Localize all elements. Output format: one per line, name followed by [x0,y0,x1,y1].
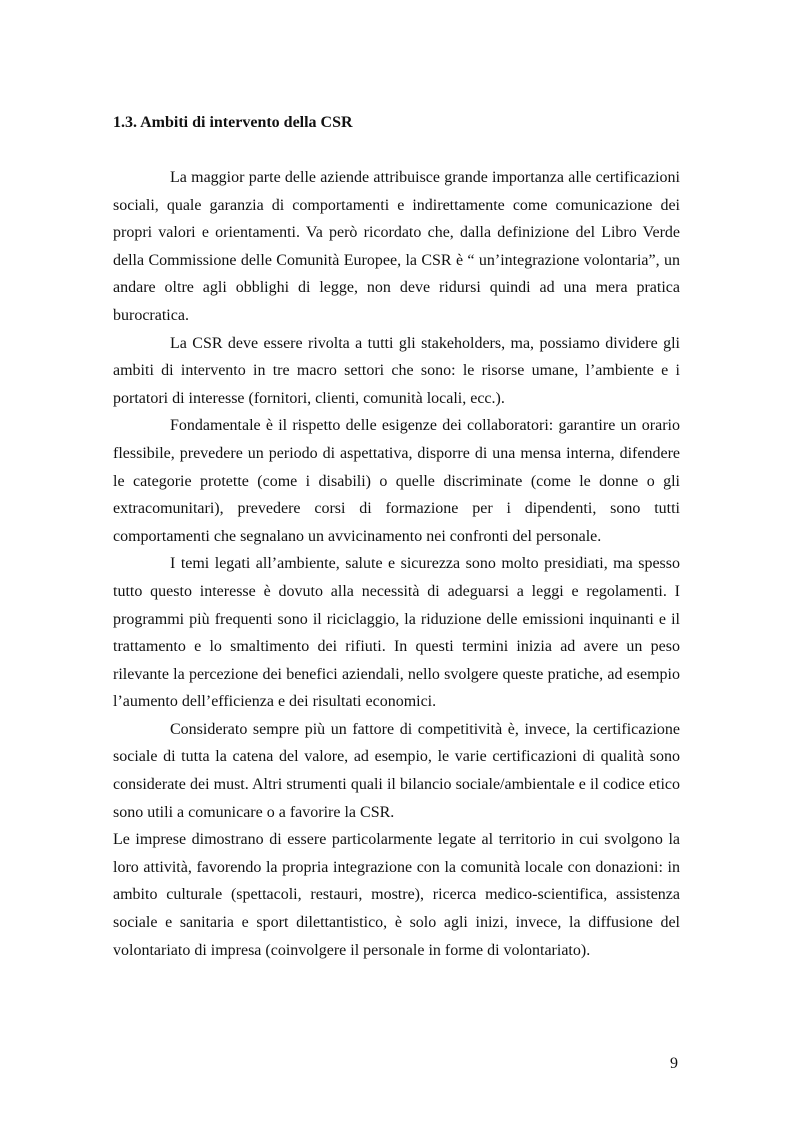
page-number: 9 [670,1055,678,1072]
body-text [113,164,680,964]
paragraph-collaboratori: Fondamentale è il rispetto delle esigenze dei collaboratori: garantire un orario flessibile, prevedere un periodo di aspettativa, disporre di una mensa interna, difendere le categorie protette (come i disabili) o quelle discriminate (come le donne o gli extracomunitari), prevedere corsi di formazione per i dipendenti, sono tutti comportamenti che segnalano un avvicinamento nei confronti del personale. [113,417,680,545]
paragraph-territorio: Le imprese dimostrano di essere particolarmente legate al territorio in cui svolgono la loro attività, favorendo la propria integrazione con la comunità locale con donazioni: in ambito culturale (spettacoli, restauri, mostre), ricerca medico-scientifica, assistenza sociale e sanitaria e sport dilettantistico, è solo agli inizi, invece, la diffusione del volontariato di impresa (coinvolgere il personale in forme di volontariato). [113,831,680,959]
section-heading: 1.3. Ambiti di intervento della CSR [113,114,353,131]
paragraph-ambiente: I temi legati all’ambiente, salute e sicurezza sono molto presidiati, ma spesso tutto questo interesse è dovuto alla necessità di adeguarsi a leggi e regolamenti. I programmi più frequenti sono il riciclaggio, la riduzione delle emissioni inquinanti e il trattamento e lo smaltimento dei rifiuti. In questi termini inizia ad avere un peso rilevante la percezione dei benefici aziendali, nello svolgere queste pratiche, ad esempio l’aumento dell’efficienza e dei risultati economici. [113,555,680,711]
paragraph-competitivita: Considerato sempre più un fattore di competitività è, invece, la certificazione sociale di tutta la catena del valore, ad esempio, le varie certificazioni di qualità sono considerate dei must. Altri strumenti quali il bilancio sociale/ambientale e il codice etico sono utili a comunicare o a favorire la CSR. [113,720,680,821]
paragraph-stakeholders: La CSR deve essere rivolta a tutti gli stakeholders, ma, possiamo dividere gli ambiti di intervento in tre macro settori che sono: le risorse umane, l’ambiente e i portatori di interesse (fornitori, clienti, comunità locali, ecc.). [113,334,680,407]
paragraph-certificazioni: La maggior parte delle aziende attribuisce grande importanza alle certificazioni sociali, quale garanzia di comportamenti e indirettamente come comunicazione dei propri valori e orientamenti. Va però ricordato che, dalla definizione del Libro Verde della Commissione delle Comunità Europee, la CSR è “ un’integrazione volontaria”, un andare oltre agli obblighi di legge, non deve ridursi quindi ad una mera pratica burocratica. [113,169,680,324]
